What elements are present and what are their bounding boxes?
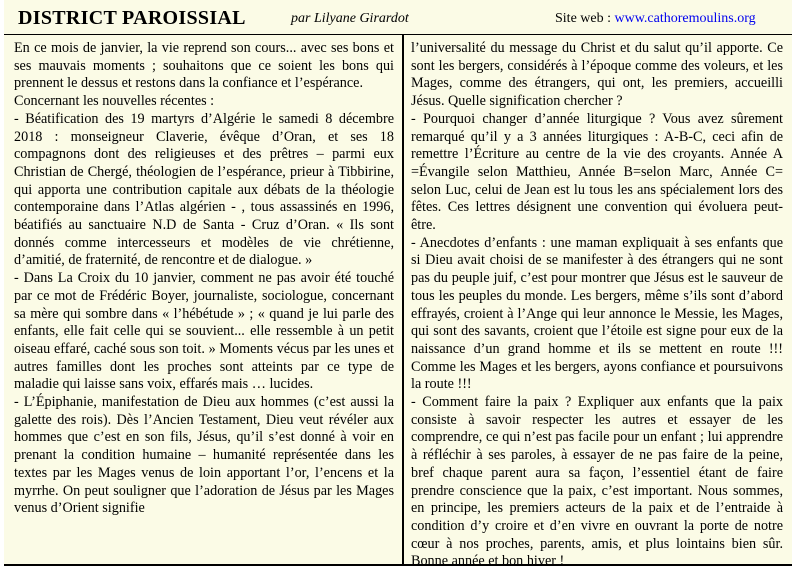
author-byline: par Lilyane Girardot [291,11,409,26]
left-column [14,40,394,518]
paragraph-intro: En ce mois de janvier, la vie reprend son cours... avec ses bons et ses mauvais moments ; souhaitons que ce soient les bons qui prennent le dessus et restons dans la confiance et l’espérance. [14,40,394,92]
website-link[interactable]: www.cathoremoulins.org [614,11,756,26]
header-banner [4,0,792,36]
paragraph-news-heading: Concernant les nouvelles récentes : [14,93,215,110]
paragraph-epiphany: - L’Épiphanie, manifestation de Dieu aux hommes (c’est aussi la galette des rois). Dès l’Ancien Testament, Dieu veut révéler aux hommes que c’est en son fils, Jésus, qu’il s’est donné à voir en prenant la condition humaine – humanité représentée dans les textes par les Mages venus de loin apportant l’or, l’encens et la myrrhe. On peut souligner que l’adoration de Jésus par les Mages venus d’Orient signifie [14,394,394,517]
paragraph-beatification: - Béatification des 19 martyrs d’Algérie le samedi 8 décembre 2018 : monseigneur Claverie, évêque d’Oran, et ses 18 compagnons dont des religieuses et des prêtres – parmi eux Christian de Chergé, théologien de l’espérance, prieur à Tibbirine, qui apporta une contribution capitale aux débats de la théologie contemporaine dans l’Atlas algérien - , tous assassinés en 1996, béatifiés au sanctuaire N.D de Santa - Cruz d’Oran. « Ils sont donnés comme intercesseurs et modèles de vie chrétienne, d’amitié, de fraternité, de rencontre et de dialogue. » [14,110,394,269]
paragraph-making-peace: - Comment faire la paix ? Expliquer aux enfants que la paix consiste à savoir respecter les autres et essayer de les comprendre, ce qui n’est pas facile pour un enfant ; lui apprendre à réfléchir à ses paroles, à essayer de ne pas faire de la peine, bref chaque parent aura sa façon, l’essentiel étant de faire prendre conscience que la paix, c’est important. Nous sommes, en principe, les premiers acteurs de la paix et de l’entraide à condition d’y croire et d’en vivre en ouvrant la porte de notre cœur à nos proches, parents, amis, et plus lointains bien sûr. Bonne année et bon hiver ! [411,394,783,570]
website-label: Site web : [555,11,615,26]
column-divider [402,35,404,564]
paragraph-epiphany-continued: l’universalité du message du Christ et du salut qu’il apporte. Ce sont les bergers, considérés à l’époque comme des voleurs, et les Mages, comme des étrangers, qui ont, les premiers, accueilli Jésus. Quelle signification chercher ? [411,40,783,110]
paragraph-la-croix: - Dans La Croix du 10 janvier, comment ne pas avoir été touché par ce mot de Frédéric Boyer, journaliste, sociologue, concernant sa mère qui sombre dans « l’hébétude » ; « quand je lui parle des enfants, elle fait celle qui se souvient... elle ressemble à un petit oiseau effaré, caché sous son toit. » Moments vécus par les unes et autres familles dont les proches sont atteints par ce type de maladie qui laisse sans voix, effarés mais … lucides. [14,270,394,393]
page-title: DISTRICT PAROISSIAL [18,7,246,29]
paragraph-children-anecdotes: - Anecdotes d’enfants : une maman expliquait à ses enfants que si Dieu avait choisi de se manifester à des étrangers qui ne sont pas du peuple juif, c’est pour montrer que Jésus est le sauveur de tous les peuples du monde. Les bergers, même s’ils sont d’abord effrayés, croient à l’Ange qui leur annonce le Messie, les Mages, qui sont des savants, croient que l’étoile est signe pour eux de la naissance d’un grand homme et ils se mettent en route !!! Comme les Mages et les bergers, ayons confiance et poursuivons la route !!! [411,234,783,393]
website-line [555,11,756,27]
article-body [4,35,792,570]
paragraph-liturgical-year: - Pourquoi changer d’année liturgique ? Vous avez sûrement remarqué qu’il y a 3 années liturgiques : A-B-C, ceci afin de remettre l’Écriture au centre de la vie des croyants. Année A =Évangile selon Matthieu, Année B=selon Marc, Année C= selon Luc, celui de Jean est lu tous les ans spécialement lors des fêtes. Ces lettres désignent une convention qui évoluera peut-être. [411,110,783,234]
right-column [411,40,783,571]
